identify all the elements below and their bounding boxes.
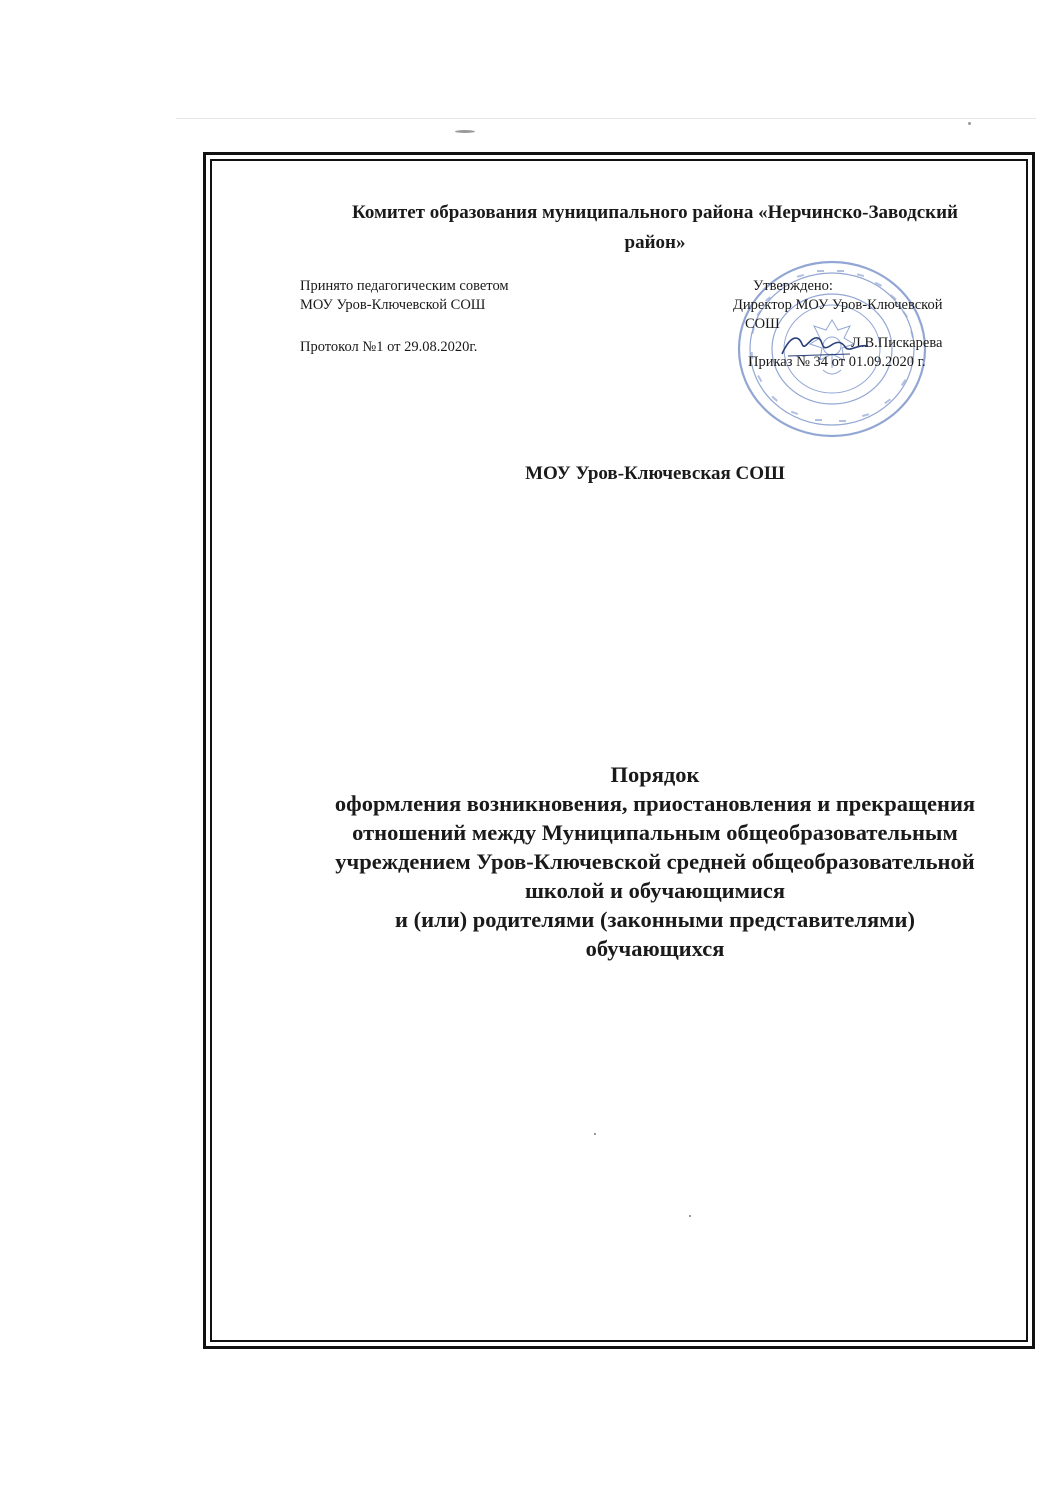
title-line: школой и обучающимися bbox=[524, 878, 786, 903]
accepted-block bbox=[300, 277, 640, 357]
signatory-name: Л.В.Пискарева bbox=[851, 335, 943, 351]
accepted-line-2: МОУ Уров-Ключевской СОШ bbox=[300, 297, 486, 313]
committee-line-1: Комитет образования муниципального района «Нерчинско-Заводский bbox=[352, 202, 958, 223]
scan-speck bbox=[455, 130, 475, 133]
committee-heading bbox=[290, 198, 1020, 258]
school-name: МОУ Уров-Ключевская СОШ bbox=[525, 463, 785, 484]
title-line: учреждением Уров-Ключевской средней общеобразовательной bbox=[335, 849, 975, 874]
document-title bbox=[290, 760, 1020, 963]
title-line: оформления возникновения, приостановления и прекращения bbox=[334, 791, 976, 816]
title-line: Порядок bbox=[610, 762, 700, 787]
approved-line-2: Директор МОУ Уров-Ключевской bbox=[733, 297, 943, 313]
approved-block bbox=[733, 277, 1023, 372]
approved-line-3: СОШ bbox=[745, 316, 780, 332]
title-line: и (или) родителями (законными представителями) bbox=[395, 907, 915, 932]
title-line: отношений между Муниципальным общеобразовательным bbox=[352, 820, 958, 845]
handwritten-signature bbox=[780, 330, 870, 360]
protocol-line: Протокол №1 от 29.08.2020г. bbox=[300, 339, 478, 355]
scan-edge-line bbox=[176, 118, 1036, 119]
order-line: Приказ № 34 от 01.09.2020 г. bbox=[748, 354, 926, 370]
title-line: обучающихся bbox=[585, 936, 725, 961]
approved-line-1: Утверждено: bbox=[753, 278, 833, 294]
scan-speck bbox=[968, 122, 971, 125]
committee-line-2: район» bbox=[624, 232, 686, 253]
accepted-line-1: Принято педагогическим советом bbox=[300, 278, 509, 294]
